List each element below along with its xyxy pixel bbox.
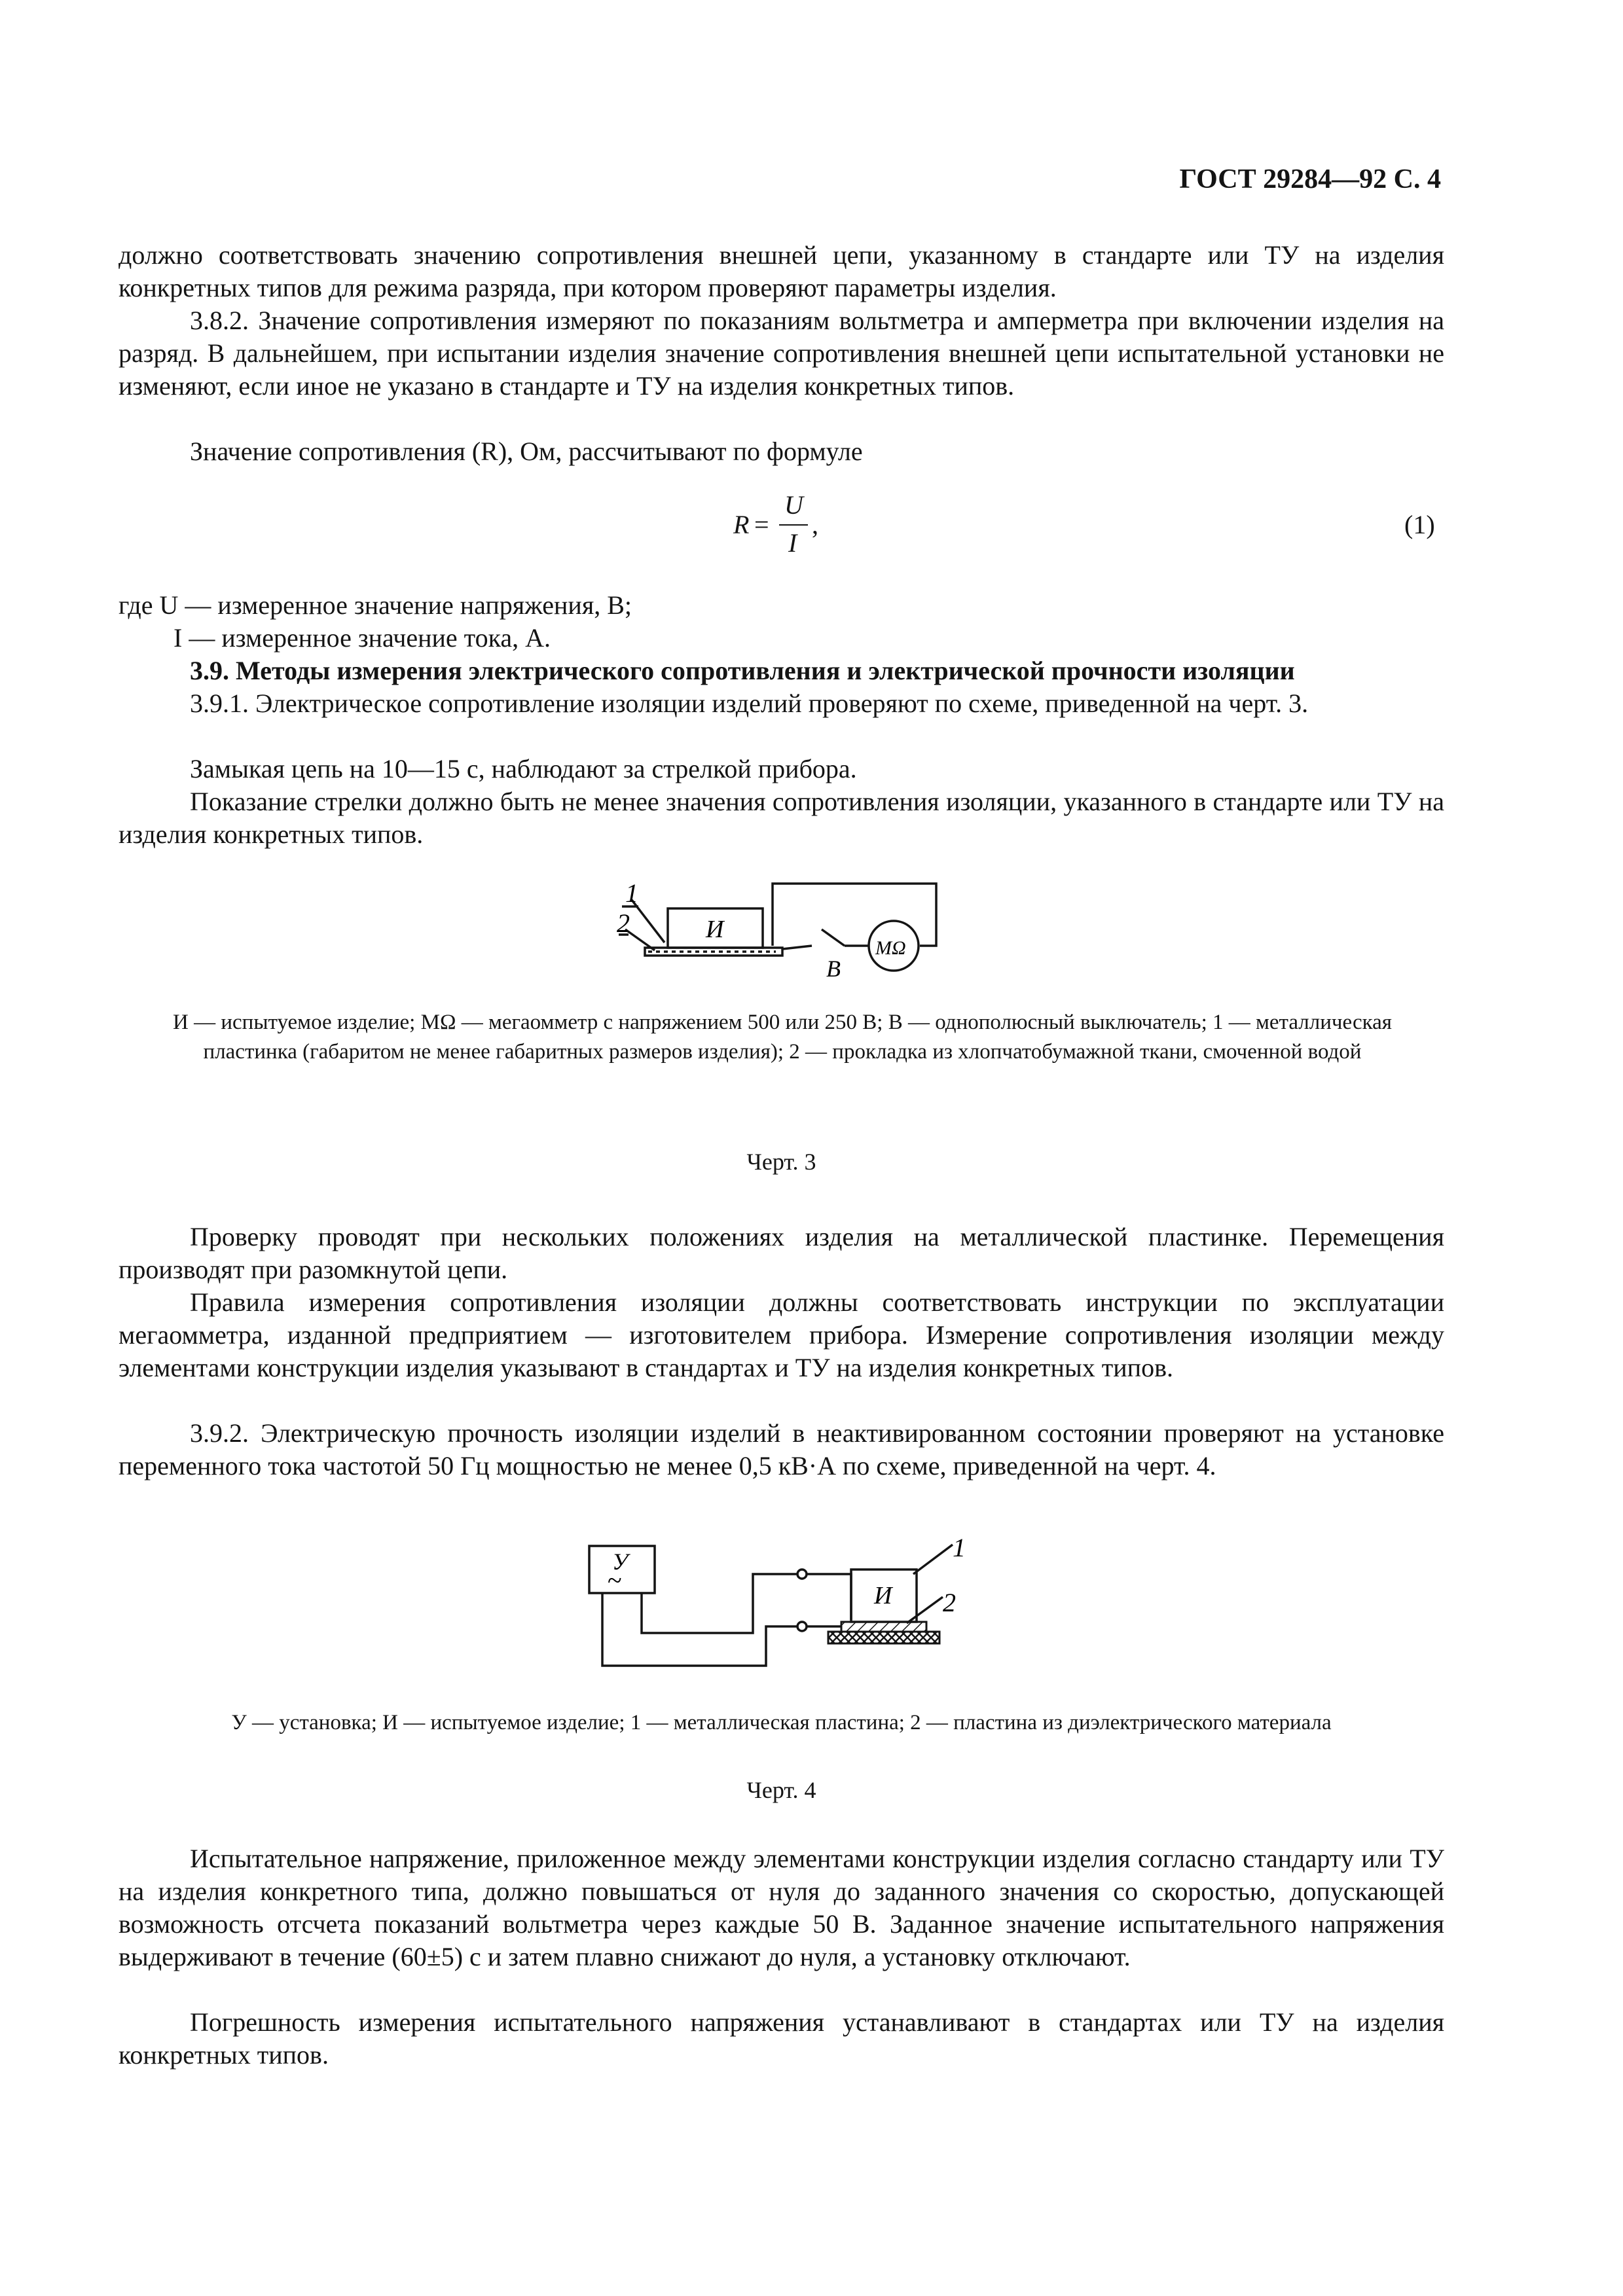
figure-3-title: Черт. 3 — [746, 1149, 816, 1175]
section-3-9-heading: 3.9. Методы измерения электрического сопротивления и электрической прочности изоляции — [190, 656, 1295, 685]
paragraph-needle-reading: Показание стрелки должно быть не менее значения сопротивления изоляции, указанного в стандарте или ТУ на изделия конкретных типов. — [119, 787, 1444, 849]
paragraph-3-9-2: 3.9.2. Электрическую прочность изоляции изделий в неактивированном состоянии проверяют на установке переменного тока частотой 50 Гц мощностью не менее 0,5 кВ·А по схеме, приведенной на черт. 4. — [119, 1418, 1444, 1480]
fig4-metal-plate — [841, 1622, 926, 1632]
fig4-label-2: 2 — [943, 1588, 956, 1617]
formula-lhs: R — [733, 510, 750, 539]
formula-number: (1) — [1404, 510, 1435, 539]
figure-4-caption: У — установка; И — испытуемое изделие; 1 — металлическая пластина; 2 — пластина из диэлектрического материала — [231, 1711, 1332, 1734]
formula-equals: = — [754, 510, 769, 539]
fig4-terminal-top — [797, 1570, 807, 1579]
formula-numerator: U — [784, 490, 803, 520]
fig4-wire-top — [642, 1574, 797, 1633]
fig4-leader-2 — [907, 1597, 943, 1623]
fig4-terminal-bottom — [797, 1622, 807, 1631]
fig3-label-2: 2 — [617, 908, 630, 938]
fig4-unit-label: У — [612, 1549, 629, 1575]
paragraph-3-8-2: 3.8.2. Значение сопротивления измеряют по показаниям вольтметра и амперметра при включении изделия на разряд. В дальнейшем, при испытании изделия значение сопротивления внешней цепи испытательной установки не изменяют, если иное не указано в стандарте и ТУ на изделия конкретных типов. — [119, 306, 1444, 401]
fig3-box-label: И — [706, 916, 724, 943]
fig4-box-label: И — [874, 1582, 892, 1609]
fig4-ac-symbol: ~ — [608, 1566, 622, 1595]
paragraph-rules: Правила измерения сопротивления изоляции должны соответствовать инструкции по эксплуатации мегаомметра, изданной предприятием — изготовителем прибора. Измерение сопротивления изоляции между элементами конструкции изделия указывают в стандартах и ТУ на изделия конкретных типов. — [119, 1287, 1444, 1382]
paragraph-closing-circuit: Замыкая цепь на 10—15 с, наблюдают за стрелкой прибора. — [190, 754, 857, 783]
fig4-dielectric-plate — [828, 1632, 939, 1643]
where-current: I — измеренное значение тока, А. — [173, 623, 551, 653]
fig4-wire-bottom — [602, 1593, 797, 1666]
figure-4-title: Черт. 4 — [746, 1777, 816, 1803]
paragraph-formula-intro: Значение сопротивления (R), Ом, рассчитывают по формуле — [190, 437, 863, 466]
paragraph-positions: Проверку проводят при нескольких положениях изделия на металлической пластинке. Перемещения производят при разомкнутой цепи. — [119, 1222, 1444, 1284]
page-header: ГОСТ 29284—92 С. 4 — [1179, 164, 1441, 194]
formula-comma: , — [812, 510, 818, 539]
formula-denominator: I — [788, 528, 797, 558]
fig4-leader-1 — [913, 1545, 953, 1574]
fig4-wire-item — [807, 1574, 851, 1620]
paragraph-continuation: должно соответствовать значению сопротивления внешней цепи, указанному в стандарте или ТУ на изделия конкретных типов для режима разряда, при котором проверяют параметры изделия. — [119, 240, 1444, 302]
paragraph-test-voltage: Испытательное напряжение, приложенное между элементами конструкции изделия согласно стандарту или ТУ на изделия конкретного типа, должно повышаться от нуля до заданного значения со скоростью, допускающей возможность отсчета показаний вольтметра через каждые 50 В. Заданное значение испытательного напряжения выдерживают в течение (60±5) с и затем плавно снижают до нуля, а установку отключают. — [119, 1844, 1444, 1971]
figure-3-caption: И — испытуемое изделие; MΩ — мегаомметр с напряжением 500 или 250 В; В — однополюсный выключатель; 1 — металлическая пластинка (габаритом не менее габаритных размеров изделия); 2 — прокладка из хлопчатобумажной ткани, смоченной водой — [173, 1011, 1392, 1064]
paragraph-measurement-error: Погрешность измерения испытательного напряжения устанавливают в стандартах или ТУ на изделия конкретных типов. — [119, 2007, 1444, 2070]
fig3-label-1: 1 — [625, 878, 638, 908]
fig3-meter-label: МΩ — [875, 937, 906, 959]
fig3-switch-label: В — [826, 956, 841, 982]
fig4-label-1: 1 — [953, 1533, 966, 1562]
where-voltage: где U — измеренное значение напряжения, В; — [119, 590, 632, 620]
paragraph-3-9-1: 3.9.1. Электрическое сопротивление изоляции изделий проверяют по схеме, приведенной на черт. 3. — [190, 689, 1309, 718]
